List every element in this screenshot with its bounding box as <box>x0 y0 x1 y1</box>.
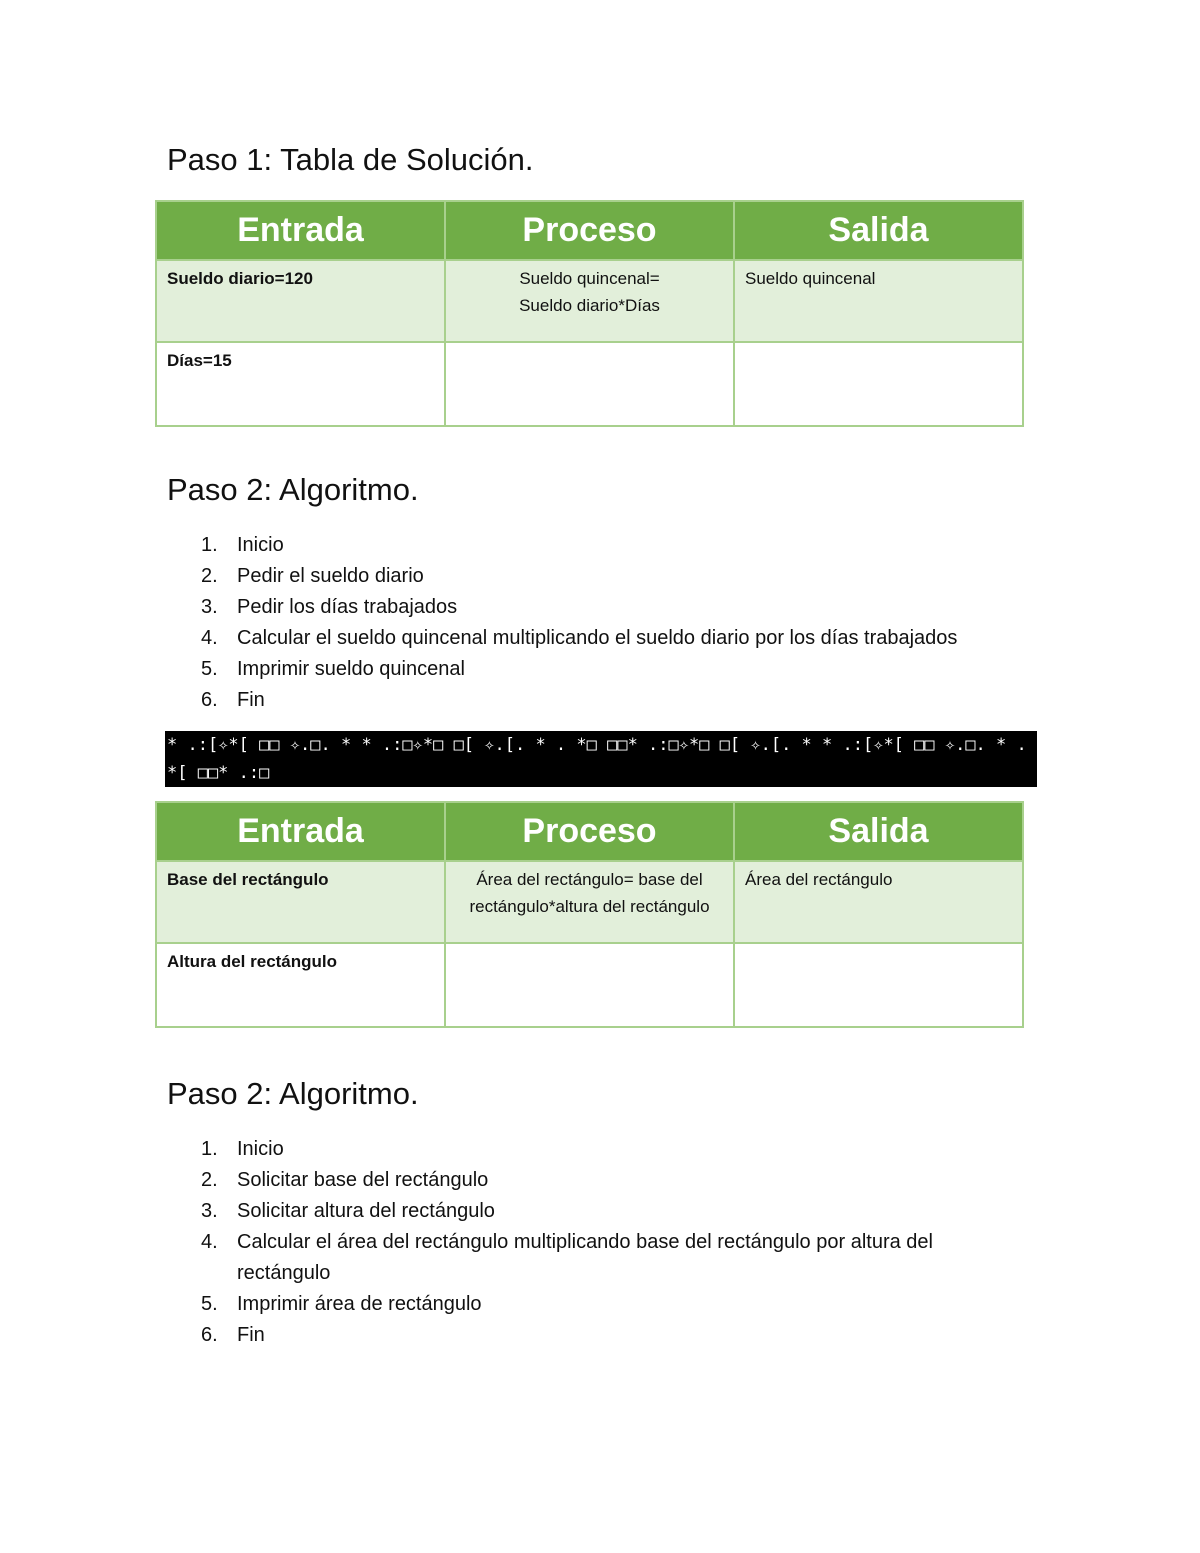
algorithm-list-2 <box>195 1134 1025 1351</box>
algorithm-list-1 <box>195 530 1025 716</box>
table-cell <box>734 943 1023 1027</box>
table-cell: Área del rectángulo <box>734 861 1023 943</box>
solution-table-2 <box>155 801 1024 1028</box>
list-item: 2. Pedir el sueldo diario <box>201 565 424 587</box>
table-cell: Sueldo diario=120 <box>156 260 445 342</box>
header-proceso: Proceso <box>445 201 734 260</box>
list-item: 6. Fin <box>201 1324 265 1346</box>
table-cell: Base del rectángulo <box>156 861 445 943</box>
table-cell: Sueldo quincenal= Sueldo diario*Días <box>445 260 734 342</box>
list-item: 3. Pedir los días trabajados <box>201 596 458 618</box>
table-cell: Días=15 <box>156 342 445 426</box>
step2-heading: Paso 2: Algoritmo. <box>167 472 419 507</box>
list-item: 3. Solicitar altura del rectángulo <box>201 1200 495 1222</box>
table-cell <box>734 342 1023 426</box>
list-item: 1. Inicio <box>201 1138 284 1160</box>
list-item: 5. Imprimir sueldo quincenal <box>201 658 465 680</box>
header-proceso: Proceso <box>445 802 734 861</box>
obfuscated-text-bar: * .:[✧*[ □□ ✧.□. * * .:□✧*□ □[ ✧.[. * . *□ □□* .:□✧*□ □[ ✧.[. * * .:[✧*[ □□ ✧.□. * . *[ □□* .:□ <box>165 731 1037 787</box>
list-item: 5. Imprimir área de rectángulo <box>201 1293 482 1315</box>
step1-heading: Paso 1: Tabla de Solución. <box>167 142 534 177</box>
table-cell: Sueldo quincenal <box>734 260 1023 342</box>
solution-table-1 <box>155 200 1024 427</box>
table-cell: Área del rectángulo= base del rectángulo*altura del rectángulo <box>445 861 734 943</box>
header-salida: Salida <box>734 802 1023 861</box>
list-item: 1. Inicio <box>201 534 284 556</box>
list-item: 4. Calcular el sueldo quincenal multiplicando el sueldo diario por los días trabajados <box>201 627 958 649</box>
list-item: 6. Fin <box>201 689 265 711</box>
table-cell: Altura del rectángulo <box>156 943 445 1027</box>
table-cell <box>445 943 734 1027</box>
header-salida: Salida <box>734 201 1023 260</box>
step2b-heading: Paso 2: Algoritmo. <box>167 1076 419 1111</box>
header-entrada: Entrada <box>156 802 445 861</box>
header-entrada: Entrada <box>156 201 445 260</box>
table-cell <box>445 342 734 426</box>
list-item: 2. Solicitar base del rectángulo <box>201 1169 489 1191</box>
list-item: 4. Calcular el área del rectángulo multiplicando base del rectángulo por altura del rectángulo <box>201 1231 933 1284</box>
